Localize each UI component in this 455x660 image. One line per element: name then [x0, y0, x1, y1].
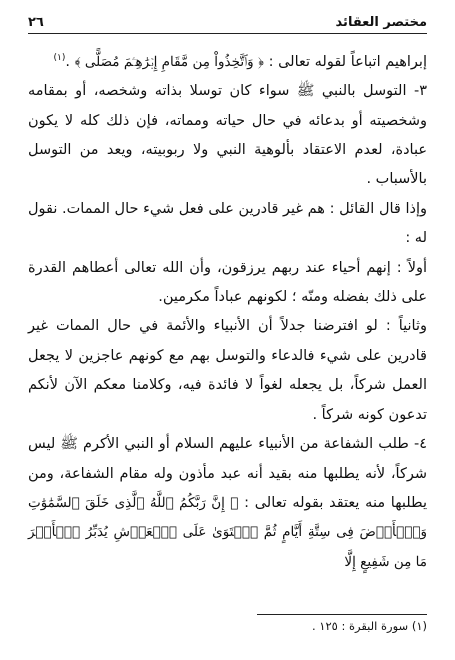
quran-verse: ﴿ إِنَّ رَبَّكُمُ ٱللَّهُ ٱلَّذِى خَلَقَ ٱلسَّمَٰوَٰتِ وَٱلۡأَرۡضَ فِى سِتَّةِ أَيَّامٍ ثُمَّ ٱسۡتَوَىٰ عَلَى ٱلۡعَرۡشِ يُدَبِّرُ ٱلۡأَمۡرَ مَا مِن شَفِيعٍ إِلَّا	[28, 494, 427, 570]
paragraph-text: ٤- طلب الشفاعة من الأنبياء عليهم السلام أو النبي الأكرم ﷺ ليس شركاً، لأنه يطلبها منه بقيد أنه عبد مأذون وله مقام الشفاعة، ومن يطلبها منه يعتقد بقوله تعالى :	[28, 436, 427, 511]
footnote-divider	[257, 614, 427, 615]
page-header	[28, 10, 427, 34]
paragraph-second-answer: وثانياً : لو افترضنا جدلاً أن الأنبياء والأئمة في حال الممات غير قادرين على شيء فالدعاء والتوسل بهم مع كونهم عاجزين لا يجعل العمل شركاً، بل يجعله لغواً لا فائدة فيه، وكلامنا معكم الآن لأنكم تدعون كونه شركاً .	[28, 318, 427, 423]
paragraph-tawassul: ٣- التوسل بالنبي ﷺ سواء كان توسلا بذاته وشخصه، أو بمقامه وشخصيته أو بدعائه في حال حياته ومماته، فإن ذلك كله لا يكون عبادة، لعدم الاعتقاد بألوهية النبي ولا ربوبيته، ويعد من التوسل بالأسباب .	[28, 83, 427, 188]
running-title: مختصر العقائد	[335, 15, 427, 30]
paragraph-ibrahim-verse	[28, 44, 427, 77]
body-text	[28, 44, 427, 577]
paragraph-text: .	[65, 53, 75, 70]
footnote: (١) سورة البقرة : ١٢٥ .	[311, 619, 427, 633]
footnote-marker: (١)	[53, 53, 66, 63]
page-number: ٢٦	[28, 15, 44, 30]
paragraph-intercession	[28, 430, 427, 577]
quran-verse: ﴿ وَٱتَّخِذُواْ مِن مَّقَامِ إِبۡرَٰهِـۧمَ مُصَلًّى ﴾	[74, 53, 264, 70]
paragraph-first-answer: أولاً : إنهم أحياء عند ربهم يرزقون، وأن الله تعالى أعطاهم القدرة على ذلك بفضله ومنّه ؛ لكونهم عباداً مكرمين.	[28, 259, 427, 306]
paragraph-text: إبراهيم اتباعاً لقوله تعالى :	[263, 53, 427, 70]
paragraph-objection: وإذا قال القائل : هم غير قادرين على فعل شيء حال الممات. نقول له :	[28, 200, 427, 247]
